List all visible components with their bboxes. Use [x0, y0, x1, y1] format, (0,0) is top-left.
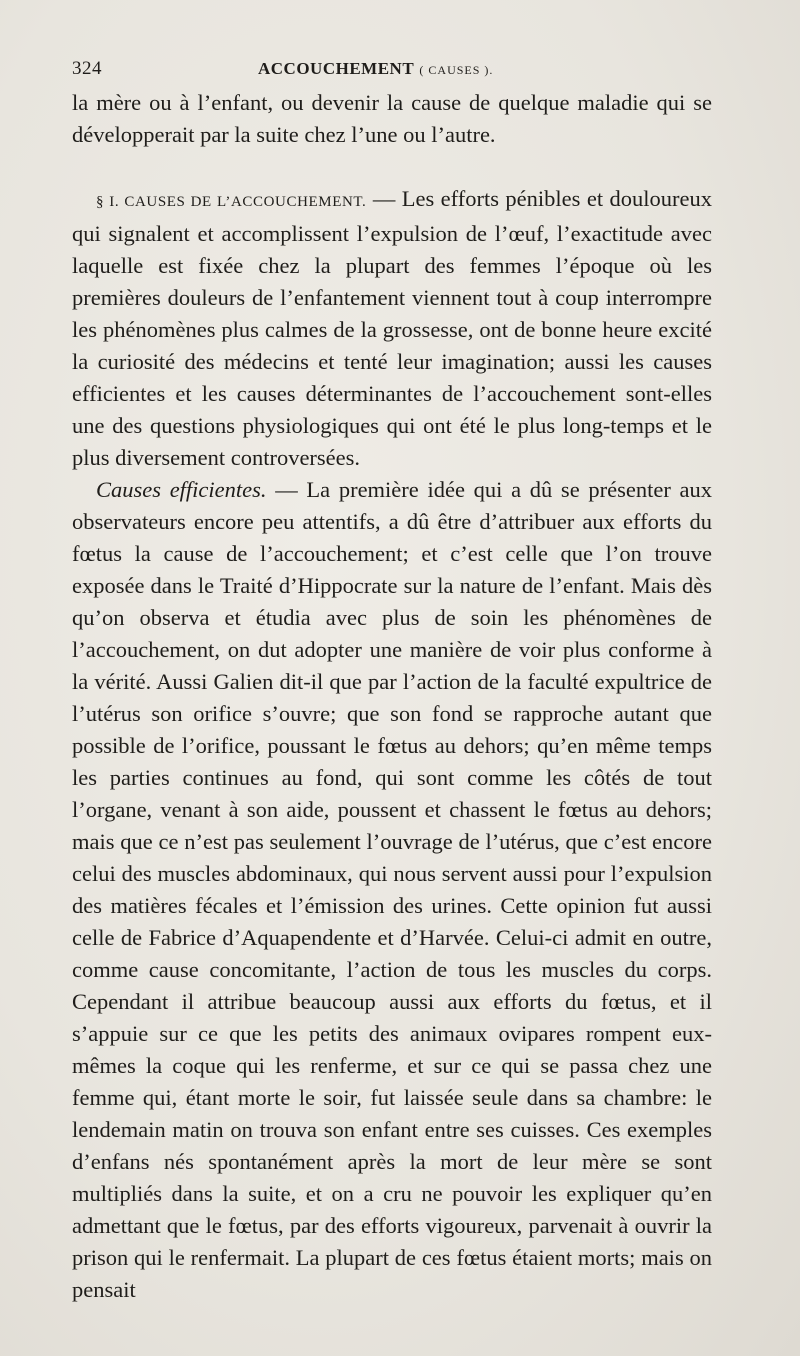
page-number: 324	[72, 58, 102, 79]
running-head	[258, 58, 493, 80]
section-heading: § I. CAUSES DE L’ACCOUCHEMENT.	[96, 194, 367, 210]
paragraph-continuation: la mère ou à l’enfant, ou devenir la cause de quelque maladie qui se développerait par la suite chez l’une ou l’autre.	[72, 90, 712, 147]
running-title: ACCOUCHEMENT	[258, 59, 415, 78]
running-subtitle: ( CAUSES ).	[419, 63, 494, 77]
page-header	[72, 58, 710, 88]
paragraph-section-causes	[72, 183, 712, 474]
paragraph-causes-efficientes	[72, 474, 712, 1306]
subsection-heading: Causes efficientes.	[96, 477, 267, 502]
subsection-body: — La première idée qui a dû se présenter aux observateurs encore peu attentifs, a dû être d’attribuer aux efforts du fœtus la cause de l’accouchement; et c’est celle que l’on trouve exposée dans le Traité d’Hippocrate sur la nature de l’enfant. Mais dès qu’on observa et étudia avec plus de soin les phénomènes de l’accouchement, on dut adopter une manière de voir plus conforme à la vérité. Aussi Galien dit-il que par l’action de la faculté expultrice de l’utérus son orifice s’ouvre; que son fond se rapproche autant que possible de l’orifice, poussant le fœtus au dehors; qu’en même temps les parties continues au fond, qui sont comme les côtés de tout l’organe, venant à son aide, poussent et chassent le fœtus au dehors; mais que ce n’est pas seulement l’ouvrage de l’utérus, que c’est encore celui des muscles abdominaux, qui nous servent aussi pour l’expulsion des matières fécales et l’émission des urines. Cette opinion fut aussi celle de Fabrice d’Aquapendente et d’Harvée. Celui-ci admit en outre, comme cause concomitante, l’action de tous les muscles du corps. Cependant il attribue beaucoup aussi aux efforts du fœtus, et il s’appuie sur ce que les petits des animaux ovipares rompent eux-mêmes la coque qui les renferme, et sur ce qui se passa chez une femme qui, étant morte le soir, fut laissée seule dans sa chambre: le lendemain matin on trouva son enfant entre ses cuisses. Ces exemples d’enfans nés spontanément après la mort de leur mère se sont multipliés dans la suite, et on a cru ne pouvoir les expliquer qu’en admettant que le fœtus, par des efforts vigoureux, parvenait à ouvrir la prison qui le renfermait. La plupart de ces fœtus étaient morts; mais on pensait	[72, 477, 712, 1302]
page-body	[72, 87, 712, 1306]
section-body: — Les efforts pénibles et douloureux qui signalent et accomplissent l’expulsion de l’œuf, l’exactitude avec laquelle est fixée chez la plupart des femmes l’époque où les premières douleurs de l’enfantement viennent tout à coup interrompre les phénomènes plus calmes de la grossesse, ont de bonne heure excité la curiosité des médecins et tenté leur imagination; aussi les causes efficientes et les causes déterminantes de l’accouchement sont-elles une des questions physiologiques qui ont été le plus long-temps et le plus diversement controversées.	[72, 186, 712, 470]
